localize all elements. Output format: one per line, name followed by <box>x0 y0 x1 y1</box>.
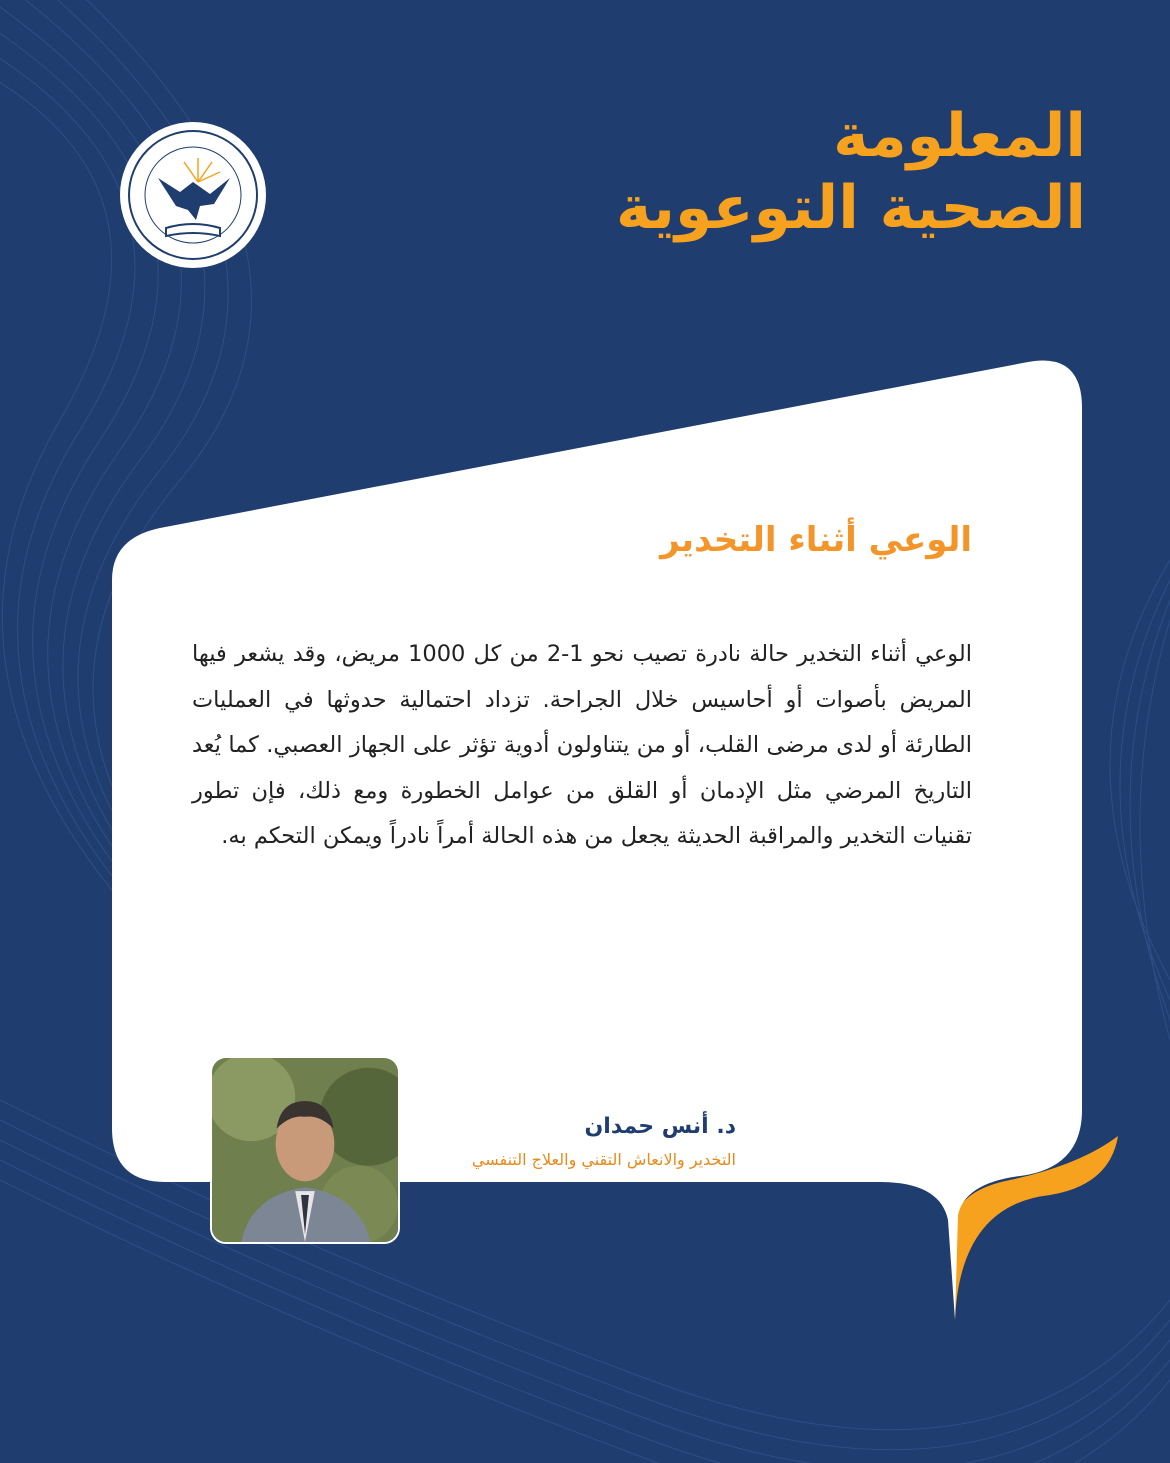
header-title-line2: الصحية التوعوية <box>616 173 1086 243</box>
header-title-line1: المعلومة <box>833 101 1086 171</box>
author-name: د. أنس حمدان <box>584 1114 736 1139</box>
author-role: التخدير والانعاش التقني والعلاج التنفسي <box>471 1150 736 1169</box>
article-body: الوعي أثناء التخدير حالة نادرة تصيب نحو 1-2 من كل 1000 مريض، وقد يشعر فيها المريض بأصوات أو أحاسيس خلال الجراحة. تزداد احتمالية حدوثها في العمليات الطارئة أو لدى مرضى القلب، أو من يتناولون أدوية تؤثر على الجهاز العصبي. كما يُعد التاريخ المرضي مثل الإدمان أو القلق من عوامل الخطورة ومع ذلك، فإن تطور تقنيات التخدير والمراقبة الحديثة يجعل من هذه الحالة أمراً نادراً ويمكن التحكم به. <box>192 641 972 849</box>
article-title: الوعي أثناء التخدير <box>660 520 972 560</box>
